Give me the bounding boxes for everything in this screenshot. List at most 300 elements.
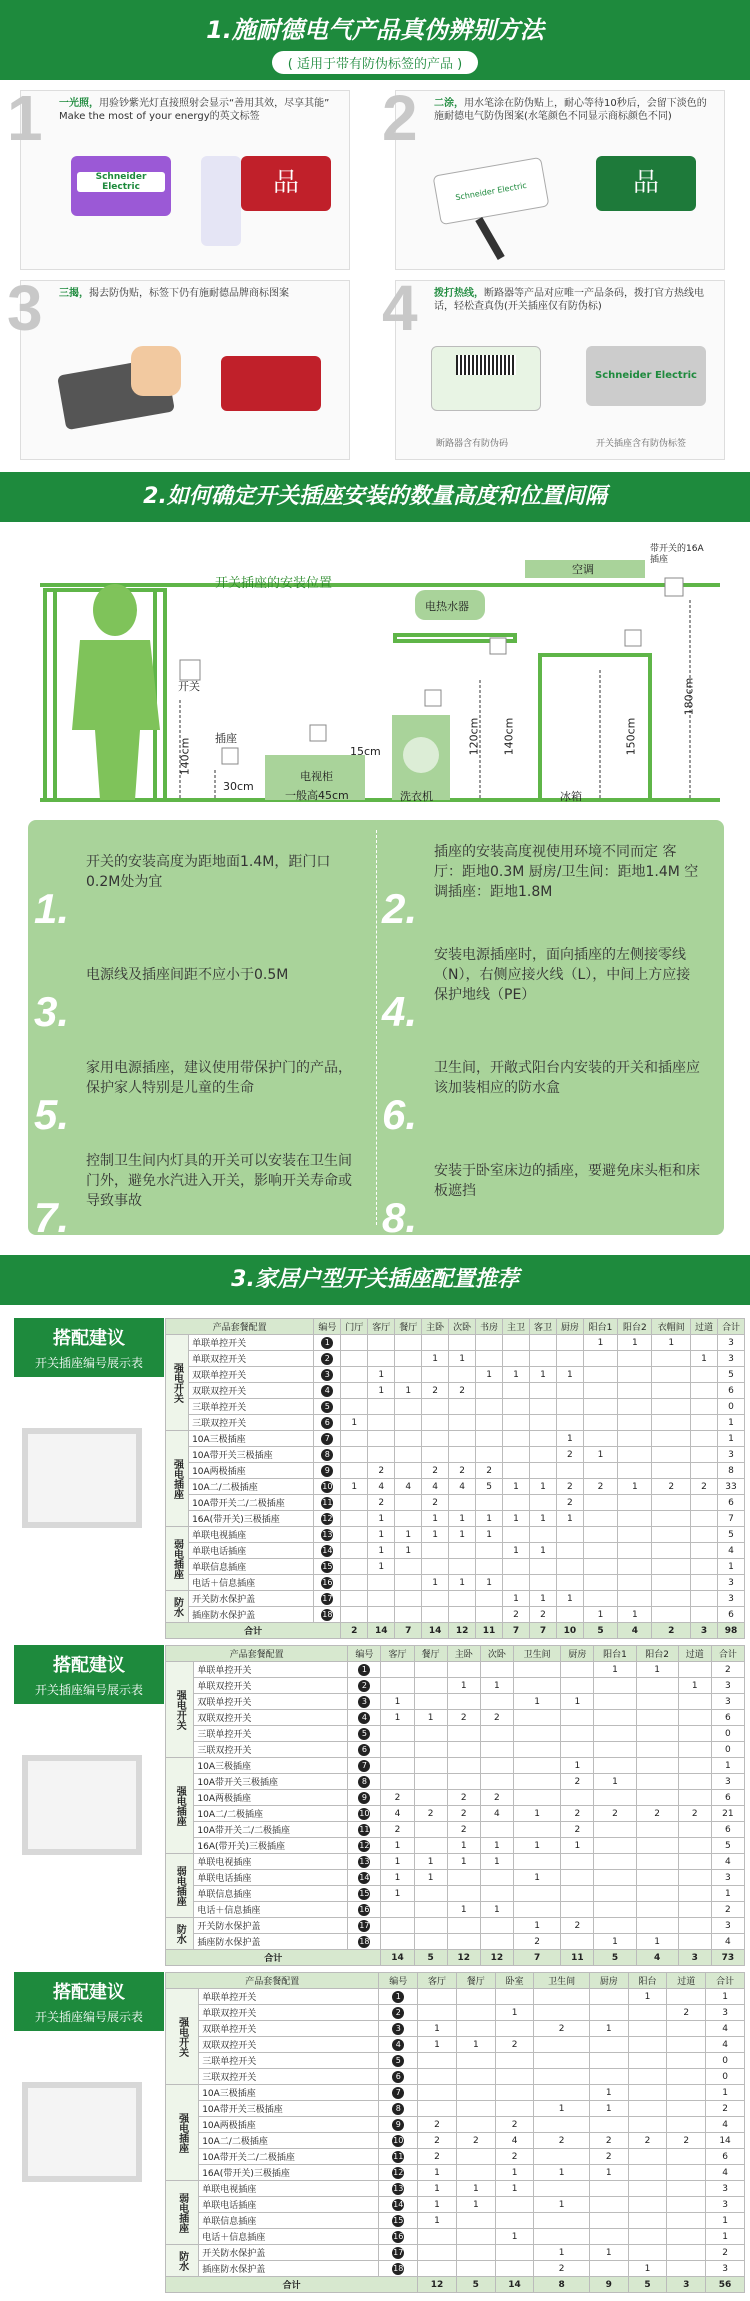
table-row — [166, 1399, 745, 1415]
cell-value — [628, 2005, 667, 2021]
cell-value — [636, 1854, 678, 1870]
suggestion-subtitle: 开关插座编号展示表 — [14, 1681, 164, 1704]
product-name: 10A带开关三极插座 — [199, 2101, 379, 2117]
column-total: 7 — [529, 1623, 556, 1639]
cell-value — [678, 1774, 711, 1790]
cell-value — [636, 1902, 678, 1918]
product-name: 10A三极插座 — [199, 2085, 379, 2101]
cell-value: 2 — [476, 1463, 503, 1479]
pen-illustration — [426, 146, 714, 261]
column-total: 8 — [534, 2277, 589, 2293]
cell-value: 1 — [594, 1934, 636, 1950]
header-room: 餐厅 — [395, 1319, 422, 1335]
product-name: 单联电视插座 — [194, 1854, 348, 1870]
header-room: 次卧 — [449, 1319, 476, 1335]
socket-screen — [221, 356, 321, 411]
cell-value: 2 — [447, 1822, 480, 1838]
cell-value — [476, 1495, 503, 1511]
cell-value: 2 — [503, 1607, 530, 1623]
cell-value — [381, 1774, 414, 1790]
row-number: 15 — [348, 1886, 381, 1902]
cell-value: 2 — [561, 1774, 594, 1790]
cell-value — [341, 1367, 368, 1383]
cell-value: 2 — [422, 1463, 449, 1479]
cell-value: 2 — [556, 1479, 583, 1495]
cell-value — [418, 2101, 457, 2117]
socket-label: 插座 — [215, 732, 237, 745]
cell-value — [456, 2005, 495, 2021]
cell-value — [690, 1527, 717, 1543]
group-label: 弱电插座 — [166, 1854, 194, 1918]
cell-value — [422, 1367, 449, 1383]
cell-value — [678, 1822, 711, 1838]
cell-value — [652, 1511, 691, 1527]
cell-value: 2 — [529, 1607, 556, 1623]
cell-value: 2 — [381, 1790, 414, 1806]
section3-banner — [0, 1255, 750, 1305]
cell-value: 1 — [561, 1838, 594, 1854]
cell-value — [395, 1463, 422, 1479]
product-name: 双联双控开关 — [199, 2037, 379, 2053]
header-room: 过道 — [690, 1319, 717, 1335]
cell-value — [667, 2053, 706, 2069]
cell-value — [561, 1870, 594, 1886]
cell-value — [449, 1399, 476, 1415]
cell-value — [422, 1591, 449, 1607]
cell-value: 1 — [618, 1335, 652, 1351]
cell-value — [583, 1575, 617, 1591]
cell-value — [583, 1415, 617, 1431]
cell-value — [589, 1989, 628, 2005]
row-number: 6 — [379, 2069, 418, 2085]
cell-value — [594, 1758, 636, 1774]
section2-banner — [0, 472, 750, 522]
cell-value — [503, 1431, 530, 1447]
row-number: 6 — [314, 1415, 341, 1431]
cell-value — [495, 2021, 534, 2037]
table-row — [166, 2261, 745, 2277]
label-card: Schneider Electric — [432, 157, 549, 225]
suggestion-title: 搭配建议 — [14, 1645, 164, 1681]
cell-value — [529, 1575, 556, 1591]
product-name: 开关防水保护盖 — [194, 1918, 348, 1934]
table-row — [166, 2181, 745, 2197]
group-label: 强电开关 — [166, 1662, 194, 1758]
cell-value — [529, 1431, 556, 1447]
table-row — [166, 1742, 745, 1758]
cell-value — [422, 1335, 449, 1351]
row-total: 3 — [717, 1351, 744, 1367]
product-name: 单联信息插座 — [194, 1886, 348, 1902]
cell-value — [534, 2149, 589, 2165]
cell-value: 1 — [529, 1479, 556, 1495]
cell-value: 1 — [589, 2165, 628, 2181]
cell-value — [480, 1758, 513, 1774]
cell-value: 1 — [556, 1367, 583, 1383]
cell-value — [513, 1758, 560, 1774]
row-number: 14 — [314, 1543, 341, 1559]
cell-value: 2 — [589, 2149, 628, 2165]
cell-value — [594, 1710, 636, 1726]
table-row — [166, 1806, 745, 1822]
row-number: 17 — [379, 2245, 418, 2261]
cell-value — [594, 1790, 636, 1806]
cell-value — [583, 1511, 617, 1527]
cell-value: 1 — [495, 2005, 534, 2021]
column-total: 14 — [368, 1623, 395, 1639]
install-diagram — [0, 530, 750, 810]
header-number: 编号 — [348, 1646, 381, 1662]
cell-value — [480, 1662, 513, 1678]
cell-value — [422, 1431, 449, 1447]
product-name: 10A带开关二/二极插座 — [189, 1495, 314, 1511]
cell-value — [414, 1726, 447, 1742]
header-room: 客卫 — [529, 1319, 556, 1335]
row-number: 10 — [379, 2133, 418, 2149]
product-name: 单联电话插座 — [194, 1870, 348, 1886]
cell-value: 2 — [534, 2133, 589, 2149]
column-total: 12 — [480, 1950, 513, 1966]
header-room: 厨房 — [556, 1319, 583, 1335]
table-row — [166, 2053, 745, 2069]
header-room: 衣帽间 — [652, 1319, 691, 1335]
cell-value — [503, 1447, 530, 1463]
cell-value — [418, 1989, 457, 2005]
group-label: 强电插座 — [166, 1431, 189, 1527]
cell-value: 2 — [368, 1463, 395, 1479]
row-number: 4 — [348, 1710, 381, 1726]
group-label: 防水 — [166, 1918, 194, 1950]
cell-value — [476, 1447, 503, 1463]
cell-value — [414, 1662, 447, 1678]
cell-value — [480, 1886, 513, 1902]
product-name: 开关防水保护盖 — [189, 1591, 314, 1607]
cell-value: 2 — [495, 2037, 534, 2053]
cell-value — [556, 1559, 583, 1575]
ac-socket-label: 带开关的16A插座 — [650, 544, 704, 565]
cell-value — [636, 1886, 678, 1902]
cell-value — [447, 1870, 480, 1886]
cell-value — [418, 2245, 457, 2261]
header-room: 主卧 — [422, 1319, 449, 1335]
cell-value — [495, 1989, 534, 2005]
cell-value — [368, 1335, 395, 1351]
table-row — [166, 1902, 745, 1918]
total-row — [166, 1623, 745, 1639]
cell-value: 2 — [534, 2021, 589, 2037]
column-total: 7 — [513, 1950, 560, 1966]
cell-value — [589, 2213, 628, 2229]
peel-illustration — [51, 336, 339, 451]
cell-value — [556, 1463, 583, 1479]
cell-value — [381, 1902, 414, 1918]
cell-value — [503, 1335, 530, 1351]
suggestion-subtitle: 开关插座编号展示表 — [14, 2008, 164, 2031]
table-row — [166, 1758, 745, 1774]
product-name: 双联单控开关 — [199, 2021, 379, 2037]
cell-value — [418, 2069, 457, 2085]
cell-value: 2 — [594, 1806, 636, 1822]
cell-value: 2 — [583, 1479, 617, 1495]
cell-value — [414, 1918, 447, 1934]
cell-value — [618, 1575, 652, 1591]
table-row — [166, 1527, 745, 1543]
table-row — [166, 1607, 745, 1623]
cell-value — [480, 1742, 513, 1758]
cell-value — [652, 1607, 691, 1623]
cell-value — [449, 1559, 476, 1575]
cell-value — [456, 2117, 495, 2133]
product-name: 开关防水保护盖 — [199, 2245, 379, 2261]
product-name: 三联单控开关 — [194, 1726, 348, 1742]
row-total: 6 — [706, 2149, 745, 2165]
cell-value: 4 — [368, 1479, 395, 1495]
hand-icon — [131, 346, 181, 396]
row-total: 3 — [711, 1678, 744, 1694]
product-name: 插座防水保护盖 — [194, 1934, 348, 1950]
cell-value — [589, 2181, 628, 2197]
product-name: 10A带开关三极插座 — [189, 1447, 314, 1463]
cell-value — [414, 1694, 447, 1710]
cell-value: 1 — [476, 1511, 503, 1527]
height-30-label: 30cm — [223, 780, 254, 793]
row-total: 5 — [717, 1367, 744, 1383]
table-row — [166, 1575, 745, 1591]
row-number: 2 — [314, 1351, 341, 1367]
caption-right: 开关插座含有防伪标签 — [596, 439, 687, 449]
column-total: 7 — [503, 1623, 530, 1639]
row-total: 1 — [711, 1886, 744, 1902]
cell-value — [503, 1463, 530, 1479]
cell-value — [583, 1527, 617, 1543]
header-product: 产品套餐配置 — [166, 1973, 379, 1989]
cell-value — [628, 2101, 667, 2117]
cell-value — [414, 1742, 447, 1758]
header-room: 客厅 — [418, 1973, 457, 1989]
cell-value: 4 — [495, 2133, 534, 2149]
cell-value — [583, 1559, 617, 1575]
table-row — [166, 1822, 745, 1838]
cell-value — [529, 1399, 556, 1415]
cell-value: 1 — [476, 1527, 503, 1543]
cell-value — [561, 1726, 594, 1742]
total-row — [166, 1950, 745, 1966]
cell-value — [422, 1415, 449, 1431]
header-room: 卧室 — [495, 1973, 534, 1989]
cell-value — [678, 1758, 711, 1774]
row-total: 8 — [717, 1463, 744, 1479]
group-label: 强电插座 — [166, 2085, 199, 2181]
cell-value — [449, 1543, 476, 1559]
cell-value — [456, 2053, 495, 2069]
cell-value — [589, 2069, 628, 2085]
cell-value: 2 — [418, 2133, 457, 2149]
cell-value — [583, 1543, 617, 1559]
socket-screen: 品 — [241, 156, 331, 211]
cell-value — [449, 1591, 476, 1607]
column-total: 12 — [449, 1623, 476, 1639]
row-total: 3 — [717, 1447, 744, 1463]
step-number: 4 — [382, 272, 418, 344]
row-total: 1 — [711, 1758, 744, 1774]
suggestion-header — [14, 1645, 164, 1704]
height-140-label: 140cm — [178, 737, 192, 776]
cell-value: 1 — [690, 1351, 717, 1367]
cell-value — [618, 1511, 652, 1527]
cell-value: 1 — [422, 1351, 449, 1367]
row-total: 3 — [717, 1575, 744, 1591]
cell-value — [594, 1678, 636, 1694]
cell-value — [618, 1399, 652, 1415]
column-total: 10 — [556, 1623, 583, 1639]
header-room: 厨房 — [589, 1973, 628, 1989]
cell-value — [414, 1902, 447, 1918]
cell-value — [561, 1886, 594, 1902]
section3-title: 3.家居户型开关插座配置推荐 — [231, 1267, 519, 1292]
row-number: 7 — [379, 2085, 418, 2101]
cell-value — [690, 1383, 717, 1399]
cell-value — [628, 2053, 667, 2069]
cell-value — [556, 1575, 583, 1591]
cell-value — [667, 2085, 706, 2101]
cell-value — [690, 1335, 717, 1351]
table-row — [166, 1559, 745, 1575]
cell-value — [529, 1383, 556, 1399]
cell-value: 1 — [495, 2229, 534, 2245]
row-number: 8 — [348, 1774, 381, 1790]
cell-value — [368, 1415, 395, 1431]
product-name: 单联信息插座 — [189, 1559, 314, 1575]
cell-value — [529, 1351, 556, 1367]
row-number: 18 — [379, 2261, 418, 2277]
cell-value: 1 — [422, 1575, 449, 1591]
header-room: 主卧 — [447, 1646, 480, 1662]
table-row — [166, 1447, 745, 1463]
column-total: 7 — [395, 1623, 422, 1639]
cell-value: 4 — [422, 1479, 449, 1495]
table-row — [166, 2021, 745, 2037]
cell-value — [589, 2053, 628, 2069]
cell-value — [341, 1543, 368, 1559]
cell-value — [395, 1351, 422, 1367]
step-text: 拨打热线，断路器等产品对应唯一产品条码，拨打官方热线电话，轻松查真伪(开关插座仅有防伪标) — [434, 288, 704, 312]
table-row — [166, 1543, 745, 1559]
row-number: 16 — [379, 2229, 418, 2245]
table-row — [166, 1854, 745, 1870]
cell-value — [395, 1575, 422, 1591]
product-name: 单联信息插座 — [199, 2213, 379, 2229]
column-total: 12 — [447, 1950, 480, 1966]
cell-value — [618, 1543, 652, 1559]
cell-value: 2 — [447, 1806, 480, 1822]
table-row — [166, 1431, 745, 1447]
cell-value — [503, 1575, 530, 1591]
group-label: 强电开关 — [166, 1989, 199, 2085]
cell-value: 2 — [636, 1806, 678, 1822]
row-total: 3 — [717, 1335, 744, 1351]
cell-value: 1 — [449, 1351, 476, 1367]
step-number: 1 — [7, 82, 43, 154]
step-text: 二涂，用水笔涂在防伪贴上，耐心等待10秒后，会留下淡色的施耐德电气防伪图案(水笔颜色不同显示商标颜色不同) — [434, 98, 707, 122]
cell-value: 1 — [628, 2261, 667, 2277]
cell-value: 2 — [368, 1495, 395, 1511]
cell-value — [341, 1399, 368, 1415]
cell-value: 2 — [422, 1383, 449, 1399]
section1-banner — [0, 0, 750, 80]
cell-value — [534, 2069, 589, 2085]
row-total: 0 — [706, 2069, 745, 2085]
cell-value — [503, 1495, 530, 1511]
row-number: 16 — [348, 1902, 381, 1918]
cell-value — [381, 1678, 414, 1694]
header-room: 过道 — [667, 1973, 706, 1989]
product-name: 10A两极插座 — [189, 1463, 314, 1479]
cell-value: 1 — [395, 1383, 422, 1399]
cell-value: 1 — [476, 1575, 503, 1591]
cell-value — [476, 1431, 503, 1447]
cell-value — [534, 2117, 589, 2133]
cell-value — [368, 1447, 395, 1463]
cell-value: 1 — [381, 1838, 414, 1854]
table-row — [166, 1918, 745, 1934]
cell-value: 2 — [690, 1479, 717, 1495]
cell-value — [667, 2245, 706, 2261]
header-room: 餐厅 — [414, 1646, 447, 1662]
cell-value — [395, 1495, 422, 1511]
cell-value — [447, 1694, 480, 1710]
row-total: 4 — [717, 1543, 744, 1559]
cell-value — [667, 2213, 706, 2229]
header-number: 编号 — [314, 1319, 341, 1335]
cell-value — [636, 1918, 678, 1934]
cell-value: 1 — [341, 1415, 368, 1431]
cell-value — [667, 2117, 706, 2133]
column-total: 3 — [690, 1623, 717, 1639]
section1-subtitle: ( 适用于带有防伪标签的产品 ) — [272, 51, 478, 74]
cell-value — [341, 1383, 368, 1399]
cell-value — [422, 1543, 449, 1559]
cell-value: 1 — [589, 2021, 628, 2037]
row-total: 5 — [711, 1838, 744, 1854]
row-total: 1 — [706, 1989, 745, 2005]
cell-value — [678, 1790, 711, 1806]
cell-value — [513, 1822, 560, 1838]
cell-value — [414, 1758, 447, 1774]
cell-value — [341, 1351, 368, 1367]
cell-value — [561, 1854, 594, 1870]
cell-value — [628, 2229, 667, 2245]
product-name: 插座防水保护盖 — [199, 2261, 379, 2277]
cell-value — [476, 1543, 503, 1559]
group-label: 弱电插座 — [166, 1527, 189, 1591]
cell-value: 1 — [456, 2197, 495, 2213]
cell-value — [618, 1559, 652, 1575]
cell-value: 4 — [381, 1806, 414, 1822]
cell-value — [636, 1790, 678, 1806]
row-total: 0 — [706, 2053, 745, 2069]
cell-value — [594, 1854, 636, 1870]
cell-value — [667, 1989, 706, 2005]
cell-value — [513, 1886, 560, 1902]
table-row — [166, 2149, 745, 2165]
height-120-label: 120cm — [467, 717, 481, 756]
cell-value: 1 — [381, 1870, 414, 1886]
header-room: 阳台2 — [618, 1319, 652, 1335]
cell-value — [513, 1678, 560, 1694]
header-room: 阳台1 — [583, 1319, 617, 1335]
cell-value — [667, 2037, 706, 2053]
suggestion-header — [14, 1972, 164, 2031]
